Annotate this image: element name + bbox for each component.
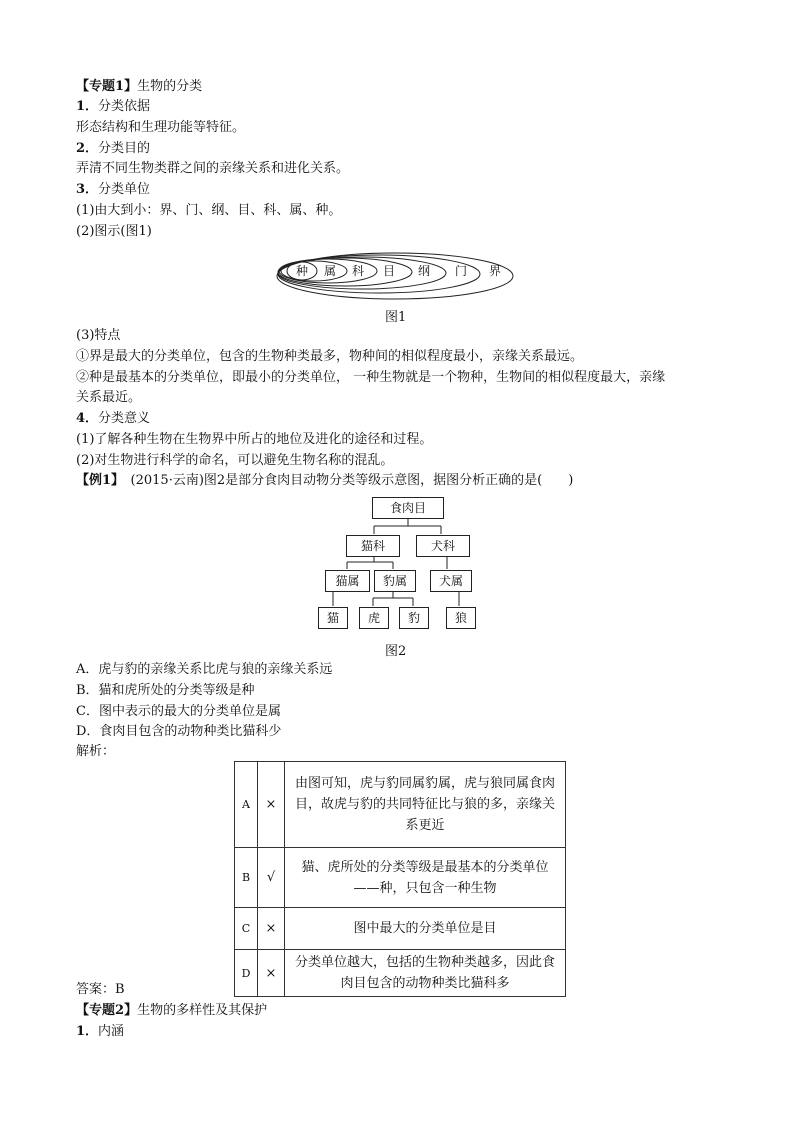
- section-title: 分类目的: [98, 141, 151, 156]
- row-mark: ×: [258, 762, 285, 848]
- section-1-text: 形态结构和生理功能等特征。: [76, 120, 246, 135]
- section-2-text: 弄清不同生物类群之间的亲缘关系和进化关系。: [76, 161, 350, 176]
- example-label: 【例1】: [76, 473, 118, 488]
- section-number: 3．: [76, 182, 99, 197]
- fig1-label-gang: 纲: [417, 264, 431, 278]
- node-species-wolf: 狼: [446, 607, 476, 629]
- section-3-p2: (2)图示(图1): [76, 224, 152, 239]
- fig1-label-shu: 属: [323, 264, 337, 278]
- topic2-label: 专题2: [89, 1003, 125, 1018]
- row-mark: √: [258, 848, 285, 908]
- row-option: B: [235, 848, 258, 908]
- topic1-title: 生物的分类: [137, 79, 203, 94]
- fig1-label-jie: 界: [488, 264, 502, 278]
- section-title: 分类意义: [98, 411, 151, 426]
- section-4-p2: (2)对生物进行科学的命名，可以避免生物名称的混乱。: [76, 453, 394, 468]
- topic2-heading: [76, 1002, 267, 1020]
- figure-2-caption: 图2: [385, 644, 407, 659]
- fig1-label-men: 门: [454, 264, 468, 278]
- option-b: B．猫和虎所处的分类等级是种: [76, 683, 255, 698]
- node-species-tiger: 虎: [359, 607, 389, 629]
- section-3-p3: (3)特点: [76, 328, 121, 343]
- row-option: C: [235, 908, 258, 950]
- row-explanation: 分类单位越大，包括的生物种类越多，因此食肉目包含的动物种类比猫科多: [285, 950, 566, 997]
- table-row: [235, 950, 566, 997]
- table-row: [235, 848, 566, 908]
- section-number: 1．: [76, 99, 99, 114]
- node-family-canidae: 犬科: [416, 535, 470, 557]
- section-number: 4．: [76, 411, 99, 426]
- bracket-open: 【: [76, 1003, 90, 1018]
- fig1-label-zhong: 种: [295, 264, 309, 278]
- row-option: D: [235, 950, 258, 997]
- section-title: 分类单位: [98, 182, 151, 197]
- node-genus-canis: 犬属: [430, 570, 472, 592]
- section-number: 2．: [76, 141, 99, 156]
- node-species-leopard: 豹: [399, 607, 429, 629]
- analysis-label: 解析：: [76, 744, 116, 759]
- section-title: 内涵: [98, 1024, 125, 1039]
- row-mark: ×: [258, 950, 285, 997]
- table-row: [235, 762, 566, 848]
- section-4-p1: (1)了解各种生物在生物界中所占的地位及进化的途径和过程。: [76, 432, 433, 447]
- bracket-open: 【: [76, 79, 90, 94]
- row-explanation: 猫、虎所处的分类等级是最基本的分类单位——种，只包含一种生物: [285, 848, 566, 908]
- fig1-label-mu: 目: [382, 264, 396, 278]
- option-a: A．虎与豹的亲缘关系比虎与狼的亲缘关系远: [76, 662, 333, 677]
- feature-b-line1: ②种是最基本的分类单位，即最小的分类单位， 一种生物就是一个物种，生物间的相似程度最大，亲缘: [76, 370, 666, 385]
- row-explanation: 由图可知，虎与豹同属豹属，虎与狼同属食肉目，故虎与豹的共同特征比与狼的多，亲缘关系更近: [285, 762, 566, 848]
- answer: 答案：B: [76, 982, 125, 997]
- node-family-felidae: 猫科: [346, 535, 400, 557]
- bracket-close: 】: [124, 1003, 138, 1018]
- node-species-cat: 猫: [318, 607, 348, 629]
- node-order-carnivora: 食肉目: [372, 497, 444, 519]
- figure-1-caption: 图1: [385, 310, 407, 325]
- table-row: [235, 908, 566, 950]
- section-title: 分类依据: [98, 99, 151, 114]
- node-genus-panthera: 豹属: [374, 570, 416, 592]
- topic2-section-1-heading: [76, 1023, 124, 1041]
- analysis-table: [234, 761, 566, 997]
- section-number: 1．: [76, 1024, 99, 1039]
- bracket-close: 】: [124, 79, 138, 94]
- example-question-text: (2015·云南)图2是部分食肉目动物分类等级示意图，据图分析正确的是( ): [117, 473, 574, 488]
- feature-b-line2: 关系最近。: [76, 390, 142, 405]
- row-explanation: 图中最大的分类单位是目: [285, 908, 566, 950]
- topic2-title: 生物的多样性及其保护: [137, 1003, 268, 1018]
- topic1-label: 专题1: [89, 79, 125, 94]
- option-d: D．食肉目包含的动物种类比猫科少: [76, 724, 282, 739]
- option-c: C．图中表示的最大的分类单位是属: [76, 704, 281, 719]
- fig1-label-ke: 科: [351, 264, 365, 278]
- row-mark: ×: [258, 908, 285, 950]
- feature-a: ①界是最大的分类单位，包含的生物种类最多，物种间的相似程度最小，亲缘关系最远。: [76, 349, 584, 364]
- section-3-p1: (1)由大到小：界、门、纲、目、科、属、种。: [76, 203, 342, 218]
- row-option: A: [235, 762, 258, 848]
- node-genus-felis: 猫属: [325, 570, 370, 592]
